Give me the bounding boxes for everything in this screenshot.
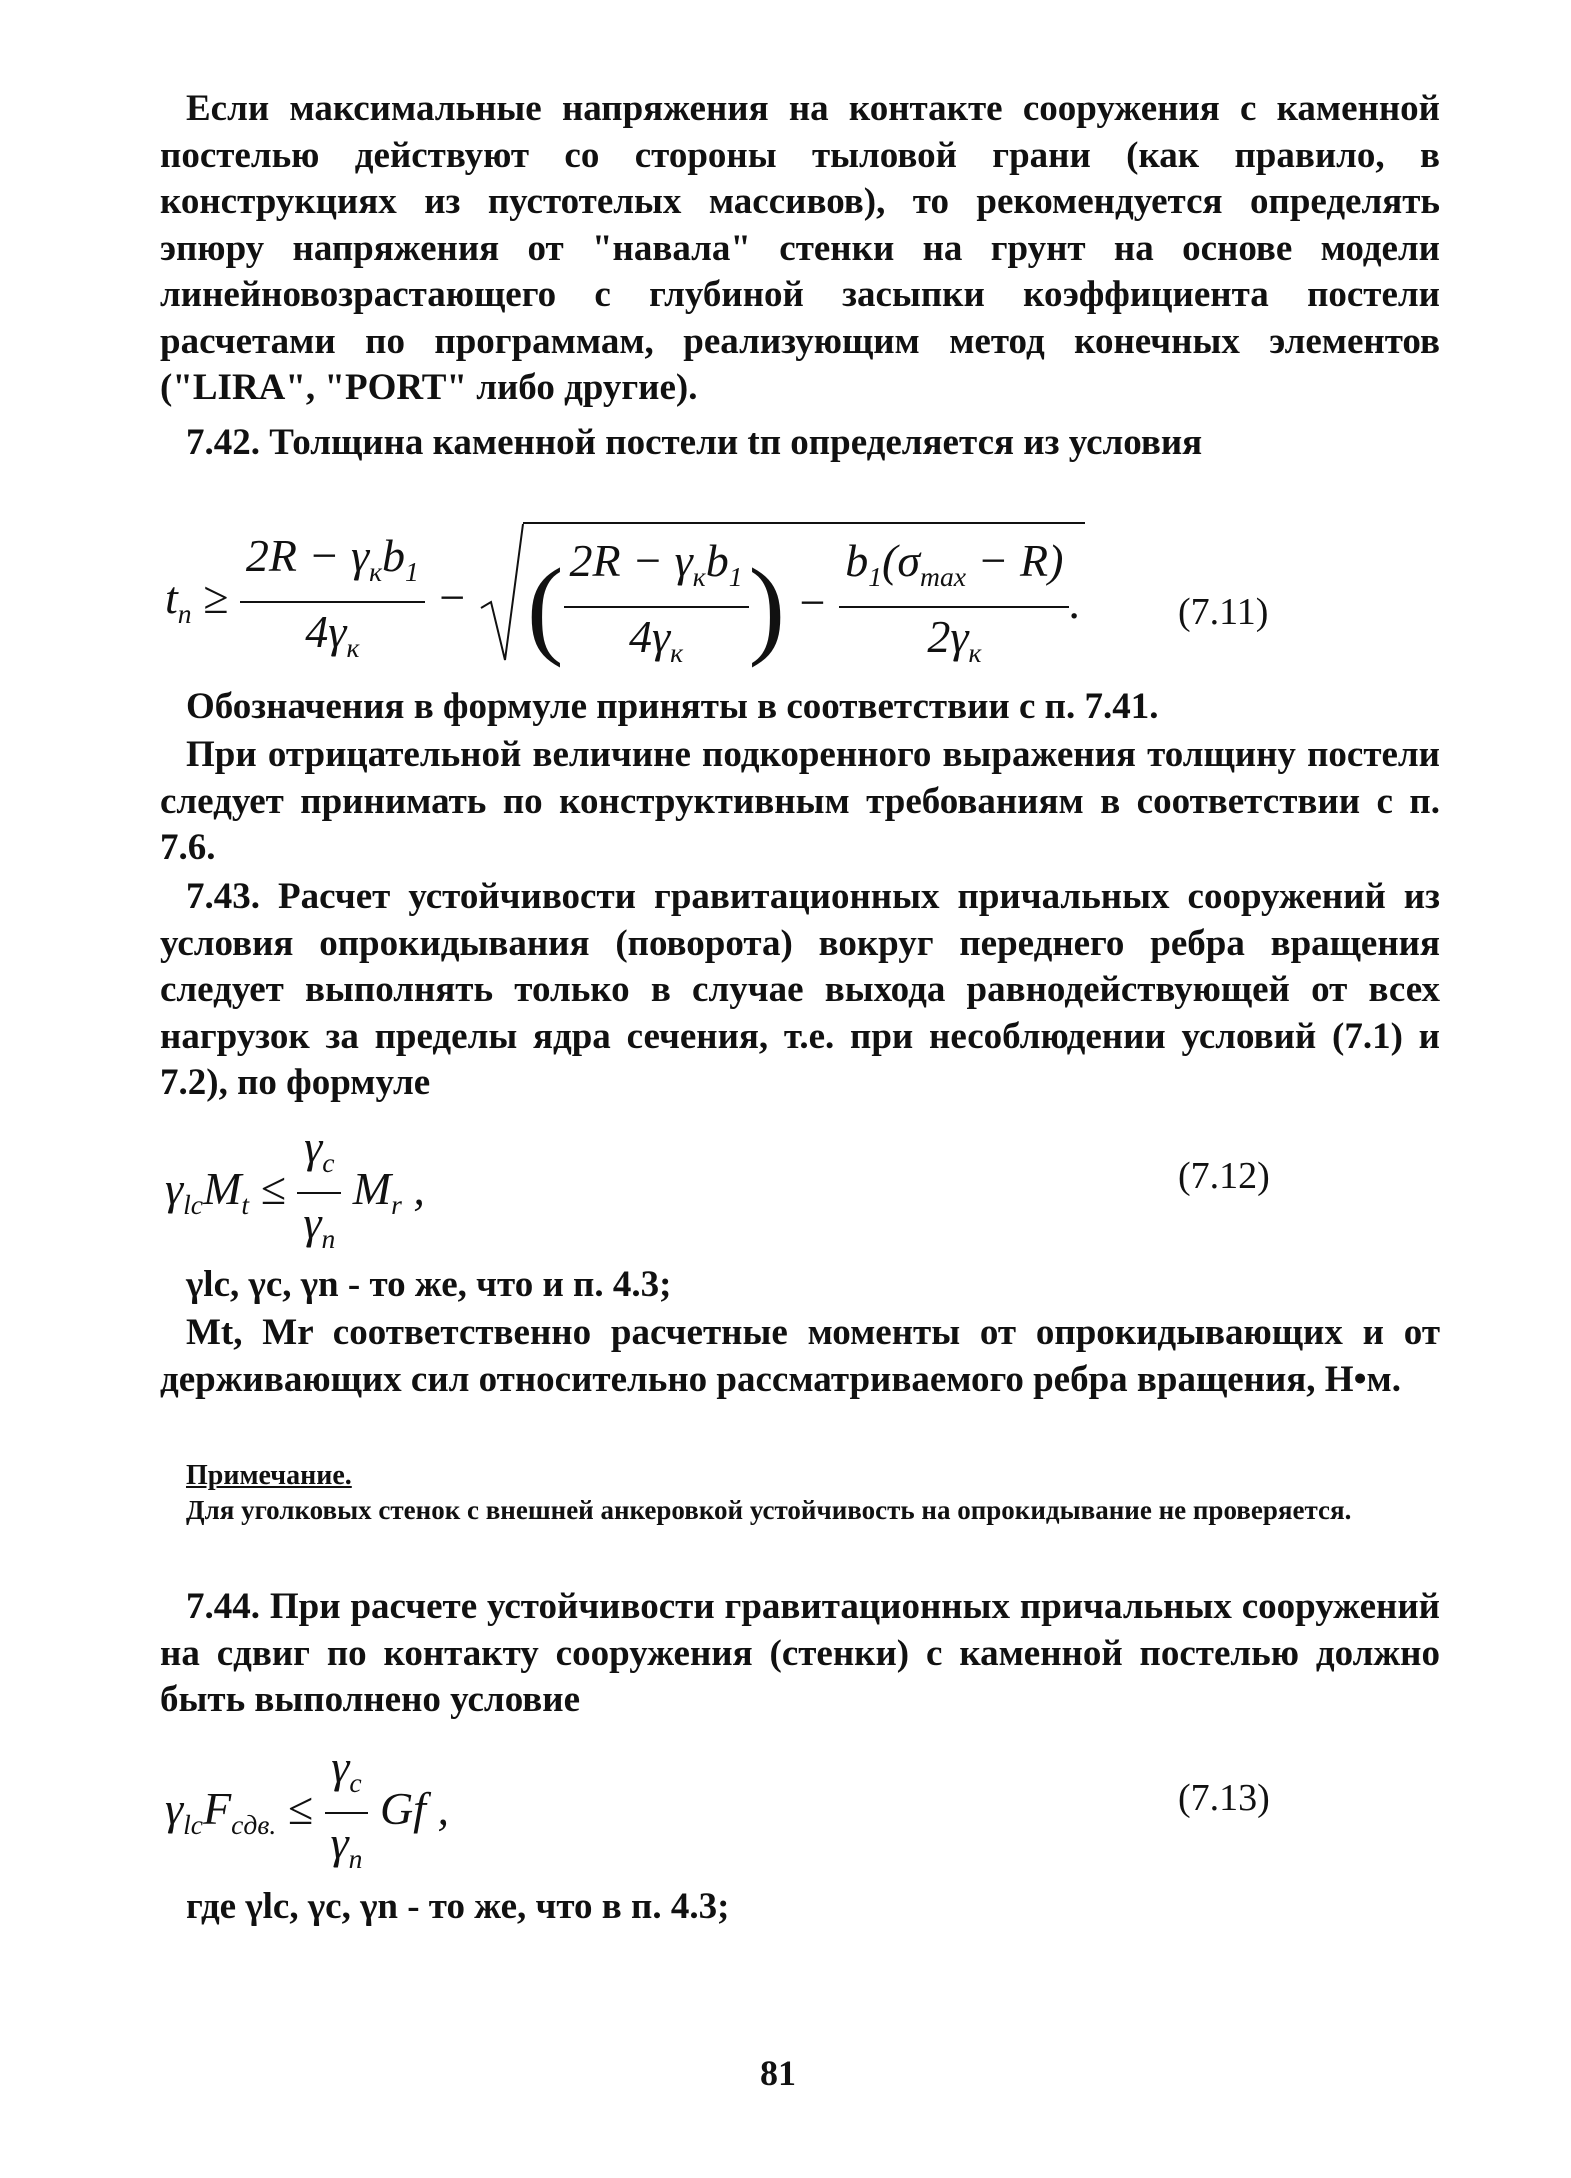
formula-7-13: $\gamma_{lc}F_{сдв.}$ ≤ $\frac{\gamma_c}{\gamma_n}$ Gf ,	[165, 1738, 449, 1888]
paragraph-intro: Если максимальные напряжения на контакте сооружения с каменной постелью действуют со стороны тыловой грани (как правило, в конструкциях из пустотелых массивов), то рекомендуется определять эпюру напряжения от "навала" стенки на грунт на основе модели линейновозрастающего с глубиной засыпки коэффициента постели расчетами по программам, реализующим метод конечных элементов ("LIRA", "PORT" либо другие).	[160, 88, 1440, 408]
page-number: 81	[760, 2053, 796, 2093]
equation-number-7-12: (7.12)	[1178, 1155, 1270, 1197]
paragraph-7-44: 7.44. При расчете устойчивости гравитационных причальных сооружений на сдвиг по контакту сооружения (стенки) с каменной постелью должно быть выполнено условие	[160, 1586, 1440, 1720]
paragraph-negative-root: При отрицательной величине подкоренного выражения толщину постели следует принимать по конструктивным требованиям в соответствии с п. 7.6.	[160, 734, 1440, 868]
equation-number-7-11: (7.11)	[1178, 591, 1269, 633]
note-title: Примечание.	[186, 1460, 352, 1491]
paragraph-moments: Mt, Mr соответственно расчетные моменты от опрокидывающих и от держивающих сил относительно рассматриваемого ребра вращения, Н•м.	[160, 1312, 1440, 1400]
paragraph-where: где γlc, γc, γn - то же, что в п. 4.3;	[186, 1886, 730, 1927]
paragraph-gamma-definitions: γlc, γc, γn - то же, что и п. 4.3;	[186, 1264, 672, 1305]
paragraph-7-43: 7.43. Расчет устойчивости гравитационных причальных сооружений из условия опрокидывания (поворота) вокруг переднего ребра вращения следует выполнять только в случае выхода равнодействующей от всех нагрузок за пределы ядра сечения, т.е. при несоблюдении условий (7.1) и 7.2), по формуле	[160, 876, 1440, 1103]
paragraph-notation: Обозначения в формуле приняты в соответствии с п. 7.41.	[186, 686, 1159, 727]
formula-7-12: $\gamma_{lc}M_t$ ≤ $\frac{\gamma_c}{\gamma_n}$ $M_r$ ,	[165, 1118, 425, 1268]
note-text: Для уголковых стенок с внешней анкеровкой устойчивость на опрокидывание не проверяется.	[186, 1495, 1352, 1525]
equation-number-7-13: (7.13)	[1178, 1777, 1270, 1819]
formula-7-11: $t_n$ ≥ $\frac{2R - \gamma_кb_1}{4\gamma_к}$ − ( $\frac{2R - \gamma_кb_1}{4\gamma_к}$ ) − $\frac{b_1(\sigma_{max} - R)}{2\gamma_к}$ .	[165, 522, 1085, 682]
paragraph-7-42: 7.42. Толщина каменной постели tп определяется из условия	[186, 422, 1203, 463]
